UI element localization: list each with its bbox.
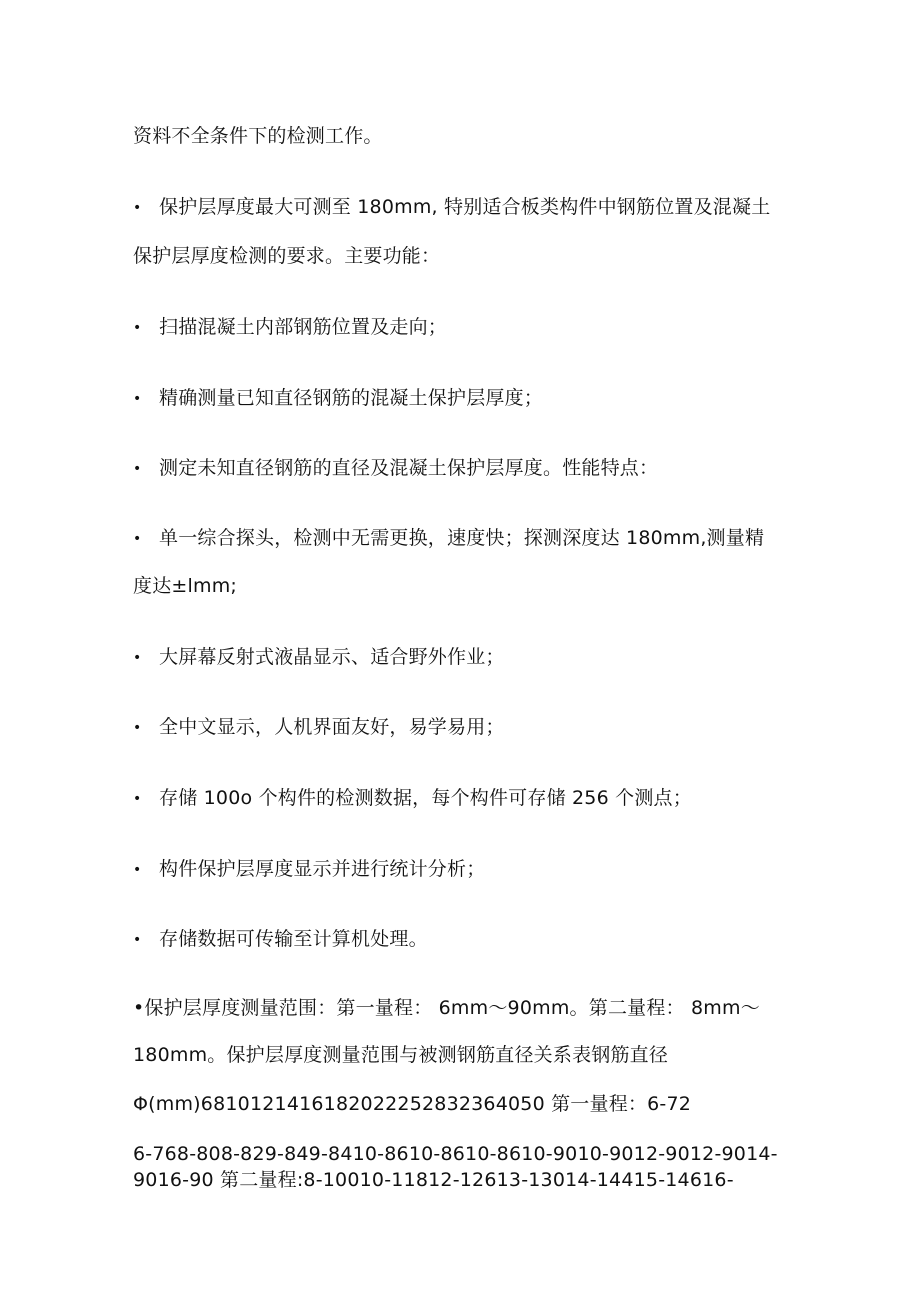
line-text: 9016-90 第二量程:8-10010-11812-12613-13014-14415-14616- [133, 1169, 734, 1191]
text-line [133, 996, 793, 1020]
line-text: 构件保护层厚度显示并进行统计分析； [159, 858, 486, 880]
bullet-dot-icon: • [133, 320, 142, 336]
bullet-dot-icon: • [133, 200, 142, 216]
text-line [133, 574, 793, 598]
text-line [133, 244, 793, 268]
line-text: 扫描混凝土内部钢筋位置及走向； [159, 316, 448, 338]
bullet-dot-icon: • [133, 650, 142, 666]
line-text: 存储数据可传输至计算机处理。 [159, 928, 428, 950]
bullet-dot-icon: • [133, 461, 142, 477]
bullet-item [133, 786, 793, 811]
bullet-item [133, 526, 793, 551]
bullet-item [133, 386, 793, 411]
bullet-dot-icon: • [133, 391, 142, 407]
line-text: Φ(mm)6810121416182022252832364050 第一量程：6-72 [133, 1093, 692, 1115]
line-text: 存储 100o 个构件的检测数据，每个构件可存储 256 个测点； [159, 787, 692, 809]
bullet-item [133, 315, 793, 340]
line-text: 度达±lmm; [133, 575, 238, 597]
bullet-dot-icon: • [133, 720, 142, 736]
line-text: 保护层厚度检测的要求。主要功能： [133, 245, 441, 267]
bullet-dot-icon: • [133, 932, 142, 948]
text-line [133, 124, 793, 148]
bullet-item [133, 715, 793, 740]
line-text: 6-768-808-829-849-8410-8610-8610-8610-9010-9012-9012-9014- [133, 1143, 778, 1165]
line-text: 单一综合探头，检测中无需更换，速度快；探测深度达 180mm,测量精 [159, 527, 765, 549]
line-text: 资料不全条件下的检测工作。 [133, 125, 383, 147]
bullet-item [133, 195, 793, 220]
line-text: 精确测量已知直径钢筋的混凝土保护层厚度； [159, 387, 544, 409]
text-line [133, 1142, 793, 1166]
text-line [133, 1043, 793, 1067]
bullet-item [133, 645, 793, 670]
bullet-item [133, 927, 793, 952]
bullet-dot-icon: • [133, 862, 142, 878]
bullet-dot-icon: • [133, 531, 142, 547]
line-text: 大屏幕反射式液晶显示、适合野外作业； [159, 646, 505, 668]
line-text: 保护层厚度最大可测至 180mm, 特别适合板类构件中钢筋位置及混凝土 [159, 196, 771, 218]
line-text: •保护层厚度测量范围：第一量程： 6mm～90mm。第二量程： 8mm～ [133, 997, 760, 1019]
line-text: 180mm。保护层厚度测量范围与被测钢筋直径关系表钢筋直径 [133, 1044, 669, 1066]
bullet-item [133, 857, 793, 882]
text-line [133, 1168, 793, 1192]
line-text: 测定未知直径钢筋的直径及混凝土保护层厚度。性能特点： [159, 457, 659, 479]
text-line [133, 1092, 793, 1116]
bullet-dot-icon: • [133, 791, 142, 807]
line-text: 全中文显示，人机界面友好，易学易用； [159, 716, 505, 738]
bullet-item [133, 456, 793, 481]
